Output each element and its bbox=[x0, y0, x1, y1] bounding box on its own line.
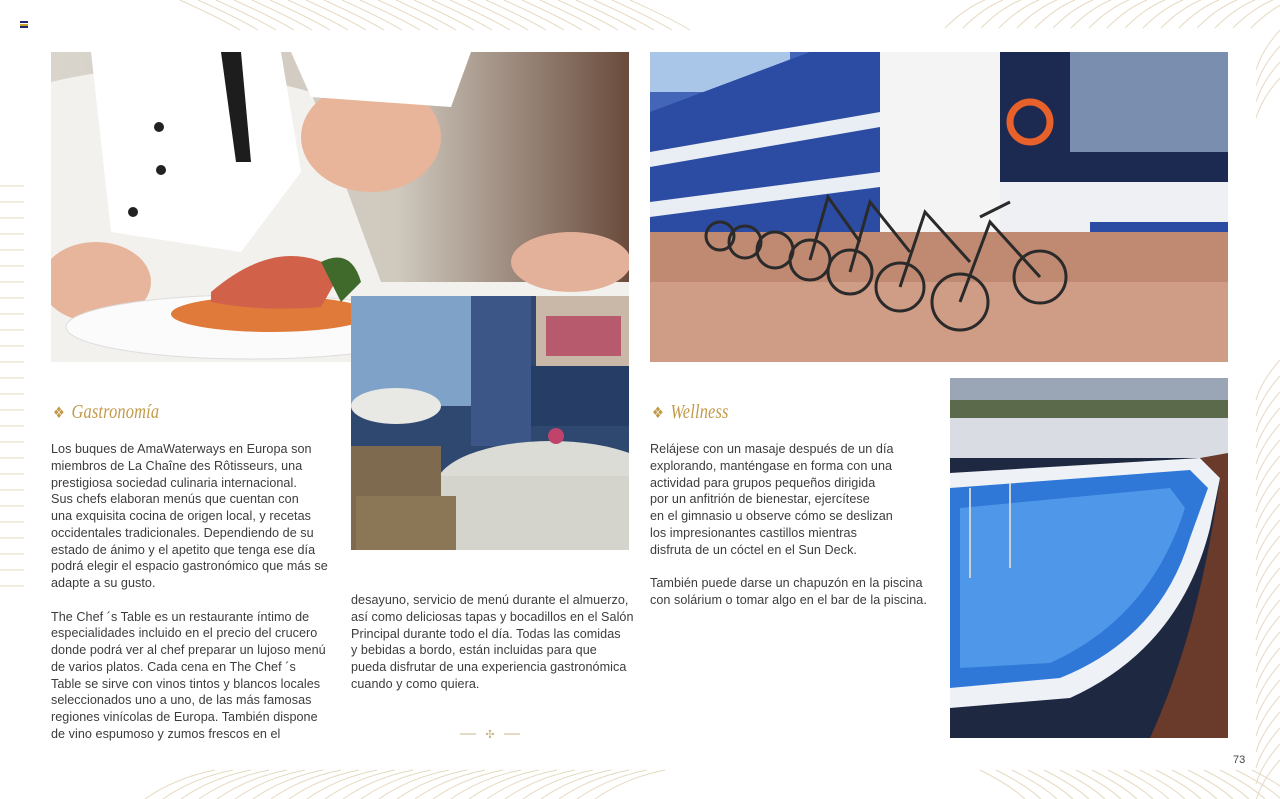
language-flag-icon[interactable] bbox=[20, 21, 28, 28]
wellness-title: Wellness bbox=[670, 401, 729, 423]
diamond-ornament-icon: ❖ bbox=[53, 405, 65, 422]
bicycles-on-deck-photo bbox=[650, 52, 1228, 362]
sun-deck-pool-photo bbox=[950, 378, 1228, 738]
dining-room-photo bbox=[351, 296, 629, 550]
page-number: 73 bbox=[1233, 754, 1246, 766]
gastronomia-text-column-2: desayuno, servicio de menú durante el almuerzo, así como deliciosas tapas y bocadillos en el Salón Principal durante todo el día. Todas las comidas y bebidas a bordo, están incluidas para que pueda disfrutar de una experiencia gastronómica cuando y como quiera. bbox=[351, 593, 634, 691]
svg-text:✣: ✣ bbox=[485, 728, 495, 741]
diamond-ornament-icon: ❖ bbox=[652, 405, 664, 422]
gastronomia-heading bbox=[53, 401, 159, 424]
gastronomia-text-column-1: Los buques de AmaWaterways en Europa son miembros de La Chaîne des Rôtisseurs, una prestigiosa sociedad culinaria internacional. Sus chefs elaboran menús que cuentan con una exquisita cocina de origen local, y recetas occidentales tradicionales. Dependiendo de su estado de ánimo y el apetito que tenga ese día podrá elegir el espacio gastronómico que más se adapte a su gusto. The Chef ´s Table es un restaurante íntimo de especialidades incluido en el precio del crucero donde podrá ver al chef preparar un lujoso menú de varios platos. Cada cena en The Chef ´s Table se sirve con vinos tintos y blancos locales seleccionados uno a uno, de las más famosas regiones vinícolas de Europa. También dispone de vino espumoso y zumos frescos en el bbox=[51, 442, 328, 741]
gastronomia-title: Gastronomía bbox=[71, 401, 160, 423]
wellness-heading bbox=[652, 401, 729, 424]
center-divider-ornament-icon bbox=[460, 727, 520, 741]
wellness-text: Relájese con un masaje después de un día explorando, manténgase en forma con una actividad para grupos pequeños dirigida por un anfitrión de bienestar, ejercítese en el gimnasio u observe cómo se deslizan los impresionantes castillos mientras disfruta de un cóctel en el Sun Deck. También puede darse un chapuzón en la piscina con solárium o tomar algo en el bar de la piscina. bbox=[650, 442, 927, 607]
